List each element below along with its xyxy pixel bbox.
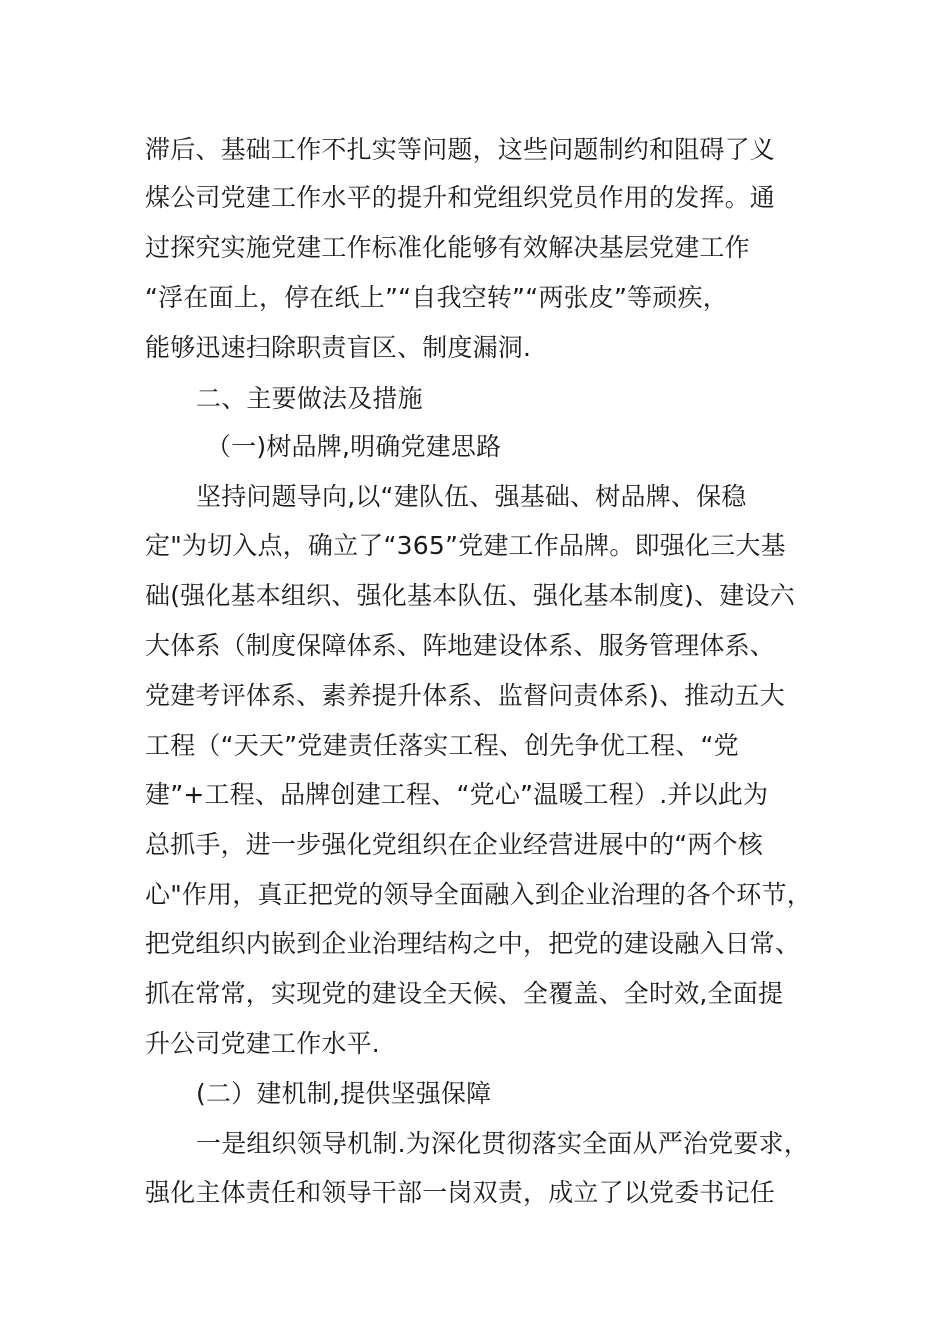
text-line: 定"为切入点，确立了“365”党建工作品牌。即强化三大基 [145,531,786,560]
text-line: 坚持问题导向,以“建队伍、强基础、树品牌、保稳 [196,482,747,511]
text-line: “浮在面上，停在纸上”“自我空转”“两张皮”等顽疾， [145,283,728,312]
subsection-heading: （一)树品牌,明确党建思路 [206,432,502,461]
text-line: 建”+工程、品牌创建工程、“党心”温暖工程）.并以此为 [145,780,769,809]
text-line: 滞后、基础工作不扎实等问题，这些问题制约和阻碍了义 [145,135,776,164]
text-line: 抓在常常，实现党的建设全天候、全覆盖、全时效,全面提 [145,979,784,1008]
subsection-heading: (二）建机制,提供坚强保障 [196,1079,492,1108]
section-heading: 二、主要做法及措施 [196,384,423,413]
text-line: 大体系（制度保障体系、阵地建设体系、服务管理体系、 [145,631,776,660]
text-line: 础(强化基本组织、强化基本队伍、强化基本制度)、建设六 [145,581,795,610]
text-line: 升公司党建工作水平. [145,1029,380,1058]
text-line: 强化主体责任和领导干部一岗双责，成立了以党委书记任 [145,1178,776,1207]
text-line: 把党组织内嵌到企业治理结构之中，把党的建设融入日常、 [145,929,801,958]
text-line: 一是组织领导机制.为深化贯彻落实全面从严治党要求， [196,1129,809,1158]
text-line: 煤公司党建工作水平的提升和党组织党员作用的发挥。通 [145,183,776,212]
text-line: 总抓手，进一步强化党组织在企业经营进展中的“两个核 [145,830,763,859]
text-line: 能够迅速扫除职责盲区、制度漏洞. [145,333,532,362]
text-line: 工程（“天天”党建责任落实工程、创先争优工程、“党 [145,731,739,760]
text-line: 党建考评体系、素养提升体系、监督问责体系)、推动五大 [145,681,785,710]
text-line: 过探究实施党建工作标准化能够有效解决基层党建工作 [145,233,750,262]
text-line: 心"作用，真正把党的领导全面融入到企业治理的各个环节， [145,880,812,909]
